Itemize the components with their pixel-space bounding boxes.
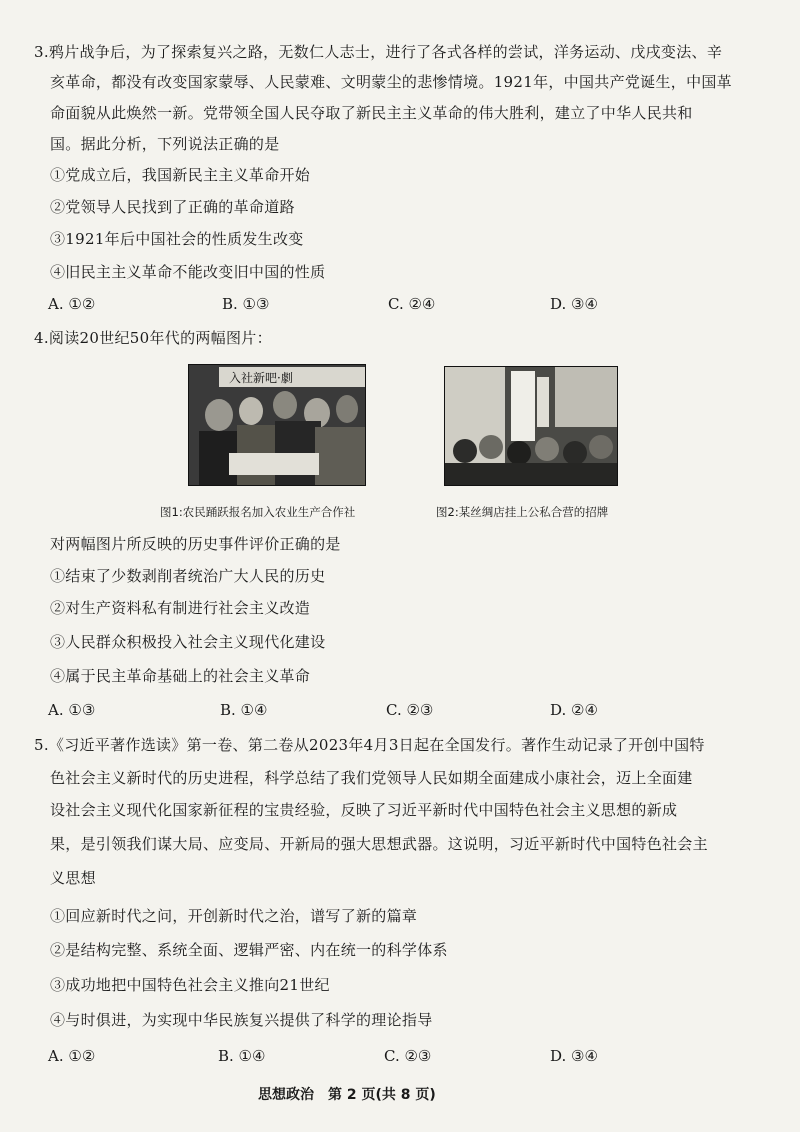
q3-option-d[interactable]: D. ③④: [550, 295, 598, 313]
q5-stem-line-4: 果，是引领我们谋大局、应变局、开新局的强大思想武器。这说明，习近平新时代中国特色社会主: [50, 835, 708, 853]
q3-item-1: ①党成立后，我国新民主主义革命开始: [50, 166, 311, 184]
figure-2-caption: 图2:某丝绸店挂上公私合营的招牌: [436, 505, 609, 519]
q3-option-a[interactable]: A. ①②: [48, 295, 96, 313]
figure-2-illustration: [445, 367, 617, 485]
q5-option-c[interactable]: C. ②③: [384, 1047, 432, 1065]
q4-item-4: ④属于民主革命基础上的社会主义革命: [50, 667, 311, 685]
q4-item-2: ②对生产资料私有制进行社会主义改造: [50, 599, 311, 617]
q3-item-4: ④旧民主主义革命不能改变旧中国的性质: [50, 263, 326, 281]
q4-option-b[interactable]: B. ①④: [220, 701, 268, 719]
q3-stem-line-4: 国。据此分析，下列说法正确的是: [50, 135, 280, 153]
figure-1-banner-text: 入社新吧·劇: [229, 371, 293, 385]
figure-1-photo: [188, 364, 366, 486]
q5-item-4: ④与时俱进，为实现中华民族复兴提供了科学的理论指导: [50, 1011, 433, 1029]
q5-option-a[interactable]: A. ①②: [48, 1047, 96, 1065]
q4-option-a[interactable]: A. ①③: [48, 701, 96, 719]
q5-item-1: ①回应新时代之问，开创新时代之治，谱写了新的篇章: [50, 907, 418, 925]
q5-item-2: ②是结构完整、系统全面、逻辑严密、内在统一的科学体系: [50, 941, 448, 959]
figure-1-caption: 图1:农民踊跃报名加入农业生产合作社: [160, 505, 356, 519]
q5-option-d[interactable]: D. ③④: [550, 1047, 598, 1065]
q5-stem-line-3: 设社会主义现代化国家新征程的宝贵经验，反映了习近平新时代中国特色社会主义思想的新成: [50, 801, 678, 819]
q5-stem-line-2: 色社会主义新时代的历史进程，科学总结了我们党领导人民如期全面建成小康社会，迈上全面建: [50, 769, 693, 787]
q4-question: 对两幅图片所反映的历史事件评价正确的是: [50, 535, 341, 553]
q3-item-3: ③1921年后中国社会的性质发生改变: [50, 230, 304, 248]
q5-stem-line-1: 5.《习近平著作选读》第一卷、第二卷从2023年4月3日起在全国发行。著作生动记录了开创中国特: [34, 736, 705, 754]
figure-1-illustration: [189, 365, 365, 485]
q4-item-3: ③人民群众积极投入社会主义现代化建设: [50, 633, 326, 651]
q4-option-c[interactable]: C. ②③: [386, 701, 434, 719]
q3-stem-line-3: 命面貌从此焕然一新。党带领全国人民夺取了新民主主义革命的伟大胜利，建立了中华人民共和: [50, 104, 693, 122]
q5-stem-line-5: 义思想: [50, 869, 96, 887]
q5-item-3: ③成功地把中国特色社会主义推向21世纪: [50, 976, 330, 994]
page-footer: 思想政治 第 2 页(共 8 页): [258, 1087, 436, 1103]
q3-item-2: ②党领导人民找到了正确的革命道路: [50, 198, 295, 216]
q4-option-d[interactable]: D. ②④: [550, 701, 598, 719]
q5-option-b[interactable]: B. ①④: [218, 1047, 266, 1065]
q4-stem: 4.阅读20世纪50年代的两幅图片：: [34, 329, 272, 347]
figure-2-photo: [444, 366, 618, 486]
q4-item-1: ①结束了少数剥削者统治广大人民的历史: [50, 567, 326, 585]
q3-stem-line-1: 3.鸦片战争后，为了探索复兴之路，无数仁人志士，进行了各式各样的尝试，洋务运动、戊戌变法、辛: [34, 43, 723, 61]
q3-option-b[interactable]: B. ①③: [222, 295, 270, 313]
q3-stem-line-2: 亥革命，都没有改变国家蒙辱、人民蒙难、文明蒙尘的悲惨情境。1921年，中国共产党诞生，中国革: [50, 73, 732, 91]
q3-option-c[interactable]: C. ②④: [388, 295, 436, 313]
